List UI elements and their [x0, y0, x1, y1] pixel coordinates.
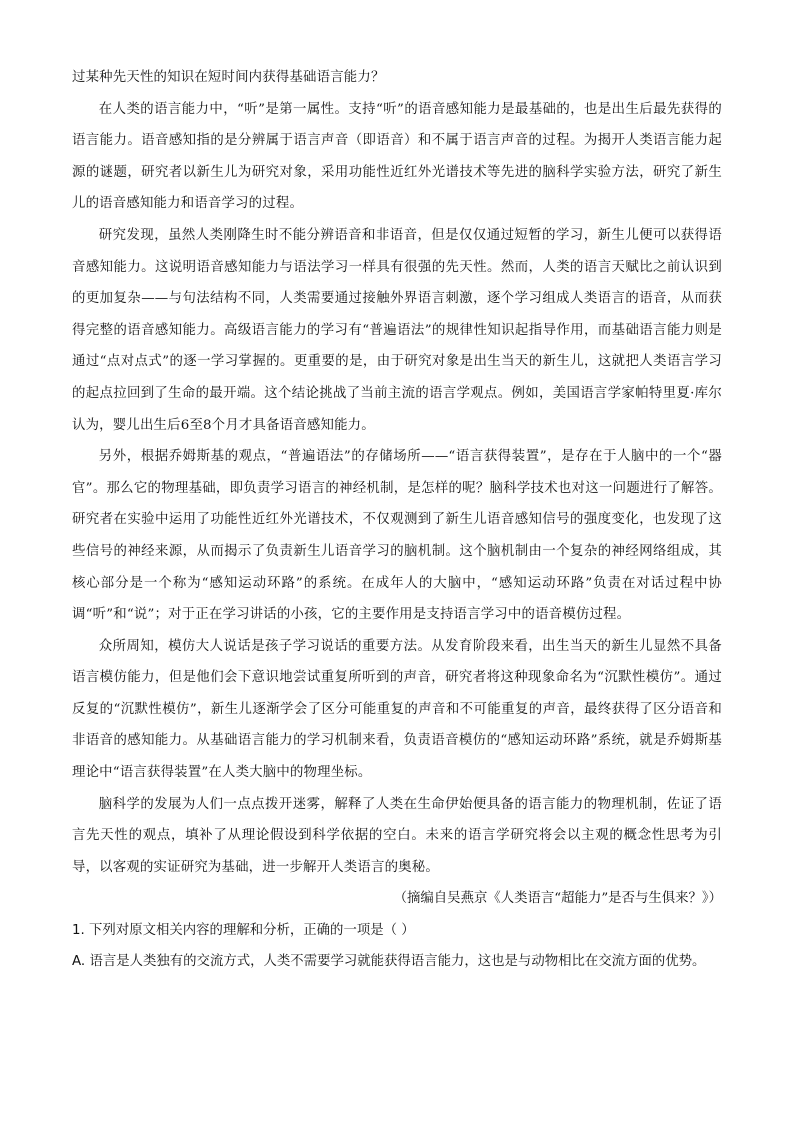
article-source: （摘编自吴燕京《人类语言“超能力”是否与生俱来？》）	[393, 891, 722, 907]
paragraph-1: 在人类的语言能力中，“听”是第一属性。支持“听”的语音感知能力是最基础的，也是出生后最先获得的语言能力。语音感知指的是分辨属于语言声音（即语音）和不属于语言声音的过程。为揭开人类语言能力起源的谜题，研究者以新生儿为研究对象，采用功能性近红外光谱技术等先进的脑科学实验方法，研究了新生儿的语音感知能力和语音学习的过程。	[72, 101, 722, 212]
paragraph-3: 另外，根据乔姆斯基的观点，“普遍语法”的存储场所——“语言获得装置”，是存在于人脑中的一个“器官”。那么它的物理基础，即负责学习语言的神经机制，是怎样的呢？脑科学技术也对这一问题进行了解答。研究者在实验中运用了功能性近红外光谱技术，不仅观测到了新生儿语音感知信号的强度变化，也发现了这些信号的神经来源，从而揭示了负责新生儿语音学习的脑机制。这个脑机制由一个复杂的神经网络组成，其核心部分是一个称为“感知运动环路”的系统。在成年人的大脑中，“感知运动环路”负责在对话过程中协调“听”和“说”；对于正在学习讲话的小孩，它的主要作用是支持语言学习中的语音模仿过程。	[72, 449, 722, 623]
document-page	[72, 62, 722, 977]
paragraph-5: 脑科学的发展为人们一点点拨开迷雾，解释了人类在生命伊始便具备的语言能力的物理机制，佐证了语言先天性的观点，填补了从理论假设到科学依据的空白。未来的语言学研究将会以主观的概念性思考为引导，以客观的实证研究为基础，进一步解开人类语言的奥秘。	[72, 796, 722, 875]
paragraph-4: 众所周知，模仿大人说话是孩子学习说话的重要方法。从发育阶段来看，出生当天的新生儿显然不具备语言模仿能力，但是他们会下意识地尝试重复所听到的声音，研究者将这种现象命名为“沉默性模仿”。通过反复的“沉默性模仿”，新生儿逐渐学会了区分可能重复的声音和不可能重复的声音，最终获得了区分语音和非语音的感知能力。从基础语言能力的学习机制来看，负责语音模仿的“感知运动环路”系统，就是乔姆斯基理论中“语言获得装置”在人类大脑中的物理坐标。	[72, 638, 722, 781]
question-stem: 1. 下列对原文相关内容的理解和分析，正确的一项是（ ）	[72, 923, 415, 939]
paragraph-continuation: 过某种先天性的知识在短时间内获得基础语言能力？	[72, 70, 385, 85]
paragraph-2: 研究发现，虽然人类刚降生时不能分辨语音和非语音，但是仅仅通过短暂的学习，新生儿便可以获得语音感知能力。这说明语音感知能力与语法学习一样具有很强的先天性。然而，人类的语言天赋比之前认识到的更加复杂——与句法结构不同，人类需要通过接触外界语言刺激，逐个学习组成人类语言的语音，从而获得完整的语音感知能力。高级语言能力的学习有“普遍语法”的规律性知识起指导作用，而基础语言能力则是通过“点对点式”的逐一学习掌握的。更重要的是，由于研究对象是出生当天的新生儿，这就把人类语言学习的起点拉回到了生命的最开端。这个结论挑战了当前主流的语言学观点。例如，美国语言学家帕特里夏·库尔认为，婴儿出生后6至8个月才具备语音感知能力。	[72, 227, 722, 433]
option-a: A. 语言是人类独有的交流方式，人类不需要学习就能获得语言能力，这也是与动物相比在交流方面的优势。	[72, 954, 706, 970]
